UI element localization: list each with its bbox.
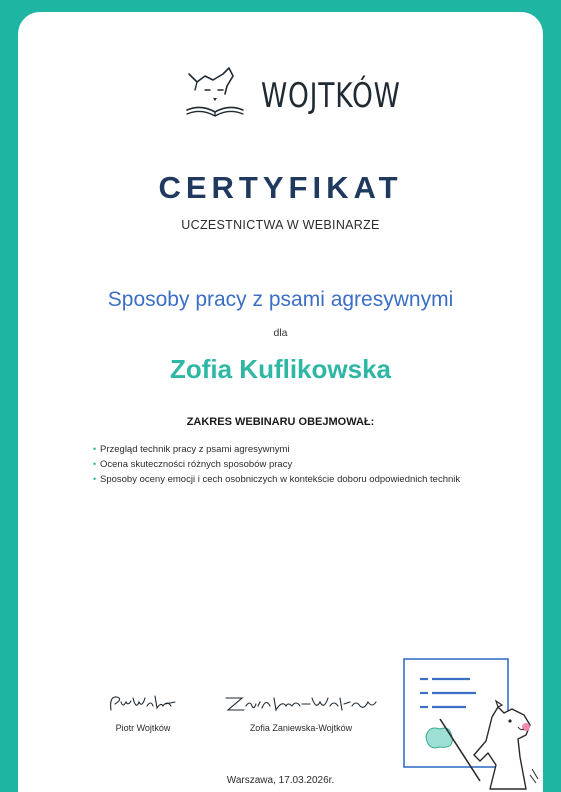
certificate-card xyxy=(18,12,543,792)
bullet-icon: • xyxy=(93,459,97,469)
webinar-title: Sposoby pracy z psami agresywnymi xyxy=(107,288,454,311)
certificate-subtitle: UCZESTNICTWA W WEBINARZE xyxy=(181,218,380,232)
bullet-icon: • xyxy=(93,444,97,454)
list-item-text: Ocena skuteczności różnych sposobów pracy xyxy=(100,459,293,470)
list-item xyxy=(93,472,493,487)
recipient-name: Zofia Kuflikowska xyxy=(169,354,392,384)
scope-list xyxy=(93,442,493,487)
signature-block xyxy=(78,692,208,733)
bullet-icon: • xyxy=(93,474,97,484)
scope-heading: ZAKRES WEBINARU OBEJMOWAŁ: xyxy=(186,416,375,428)
brand-name: WOJTKÓW xyxy=(261,76,401,116)
list-item-text: Sposoby oceny emocji i cech osobniczych w kontekście doboru odpowiednich technik xyxy=(100,474,461,485)
list-item xyxy=(93,442,493,457)
brand-logo xyxy=(183,60,413,132)
signature-block xyxy=(201,692,401,733)
dog-reading-book-icon xyxy=(183,60,259,132)
signatory-name: Piotr Wojtków xyxy=(115,723,171,733)
certificate-title: CERTYFIKAT xyxy=(158,170,403,205)
dog-pointing-at-whiteboard-illustration xyxy=(400,657,543,792)
for-label: dla xyxy=(273,327,288,339)
list-item xyxy=(93,457,493,472)
signatory-name: Zofia Zaniewska-Wojtków xyxy=(249,723,353,733)
list-item-text: Przegląd technik pracy z psami agresywnymi xyxy=(100,444,290,455)
handwritten-signature xyxy=(103,692,183,714)
handwritten-signature xyxy=(216,692,386,714)
issue-date: Warszawa, 17.03.2026r. xyxy=(226,775,335,786)
